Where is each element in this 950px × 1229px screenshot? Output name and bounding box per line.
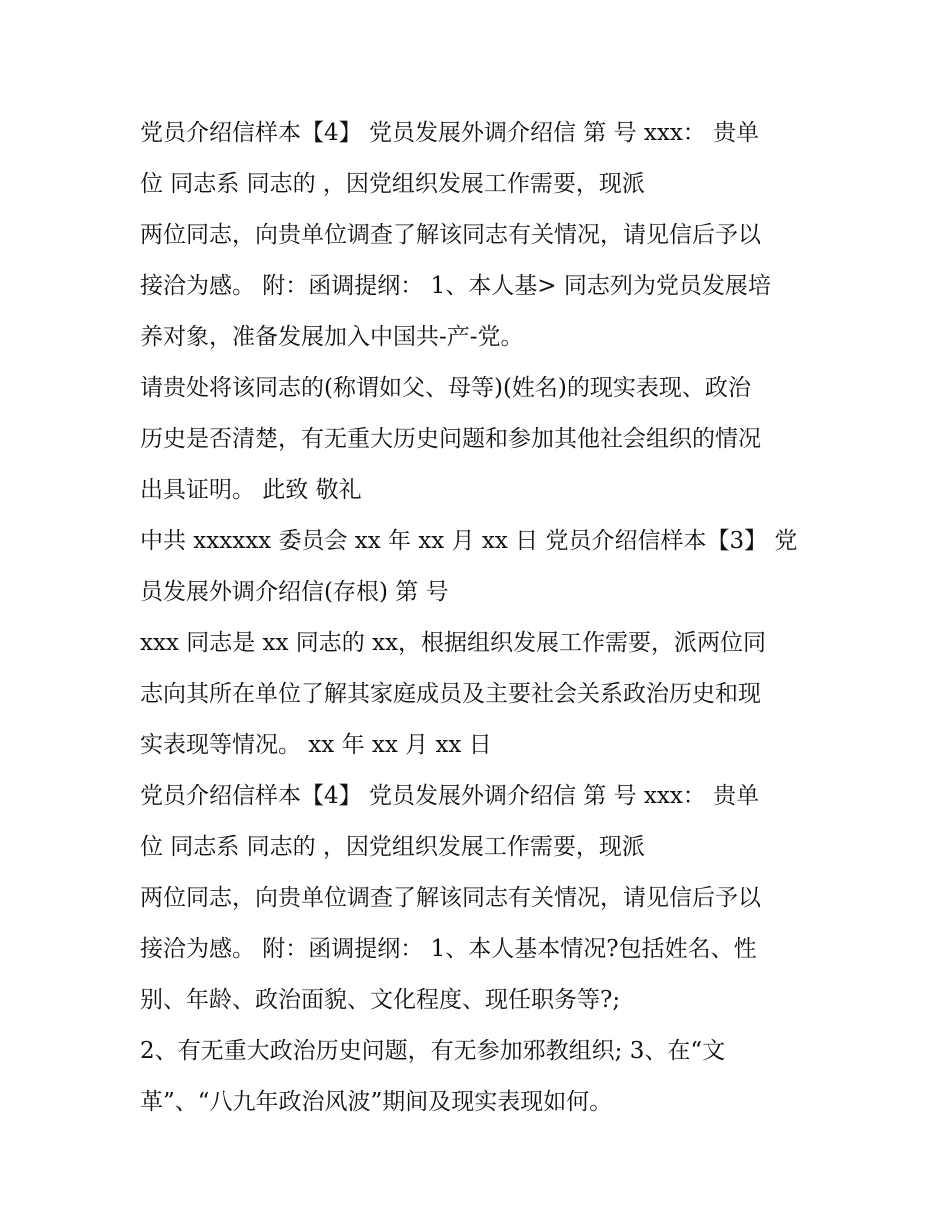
text-line: 中共 xxxxxx 委员会 xx 年 xx 月 xx 日 党员介绍信样本【3】 党 [140, 528, 798, 554]
text-line: 党员介绍信样本【4】 党员发展外调介绍信 第 号 xxx： 贵单 [140, 783, 760, 809]
document-body [140, 108, 830, 1128]
text-line: 党员介绍信样本【4】 党员发展外调介绍信 第 号 xxx： 贵单 [140, 120, 760, 146]
text-line: 接洽为感。 附：函调提纲： 1、本人基> 同志列为党员发展培 [140, 273, 771, 299]
text-line: 历史是否清楚，有无重大历史问题和参加其他社会组织的情况 [140, 426, 761, 452]
text-line: 接洽为感。 附：函调提纲： 1、本人基本情况?包括姓名、性 [140, 936, 757, 962]
text-line: 位 同志系 同志的 ，因党组织发展工作需要，现派 [140, 834, 645, 860]
text-line: 两位同志，向贵单位调查了解该同志有关情况，请见信后予以 [140, 222, 761, 248]
text-line: 出具证明。 此致 敬礼 [140, 477, 362, 503]
text-line: 请贵处将该同志的(称谓如父、母等)(姓名)的现实表现、政治 [140, 375, 751, 401]
text-line: xxx 同志是 xx 同志的 xx，根据组织发展工作需要，派两位同 [140, 630, 767, 656]
text-line: 养对象，准备发展加入中国共-产-党。 [140, 324, 524, 350]
text-line: 实表现等情况。 xx 年 xx 月 xx 日 [140, 732, 492, 758]
text-line: 两位同志，向贵单位调查了解该同志有关情况，请见信后予以 [140, 885, 761, 911]
text-line: 志向其所在单位了解其家庭成员及主要社会关系政治历史和现 [140, 681, 761, 707]
text-line: 革”、“八九年政治风波”期间及现实表现如何。 [140, 1089, 613, 1115]
text-line: 别、年龄、政治面貌、文化程度、现任职务等?; [140, 987, 621, 1013]
text-line: 位 同志系 同志的 ，因党组织发展工作需要，现派 [140, 171, 645, 197]
text-line: 2、有无重大政治历史问题，有无参加邪教组织; 3、在“文 [140, 1038, 726, 1064]
text-line: 员发展外调介绍信(存根) 第 号 [140, 579, 449, 605]
